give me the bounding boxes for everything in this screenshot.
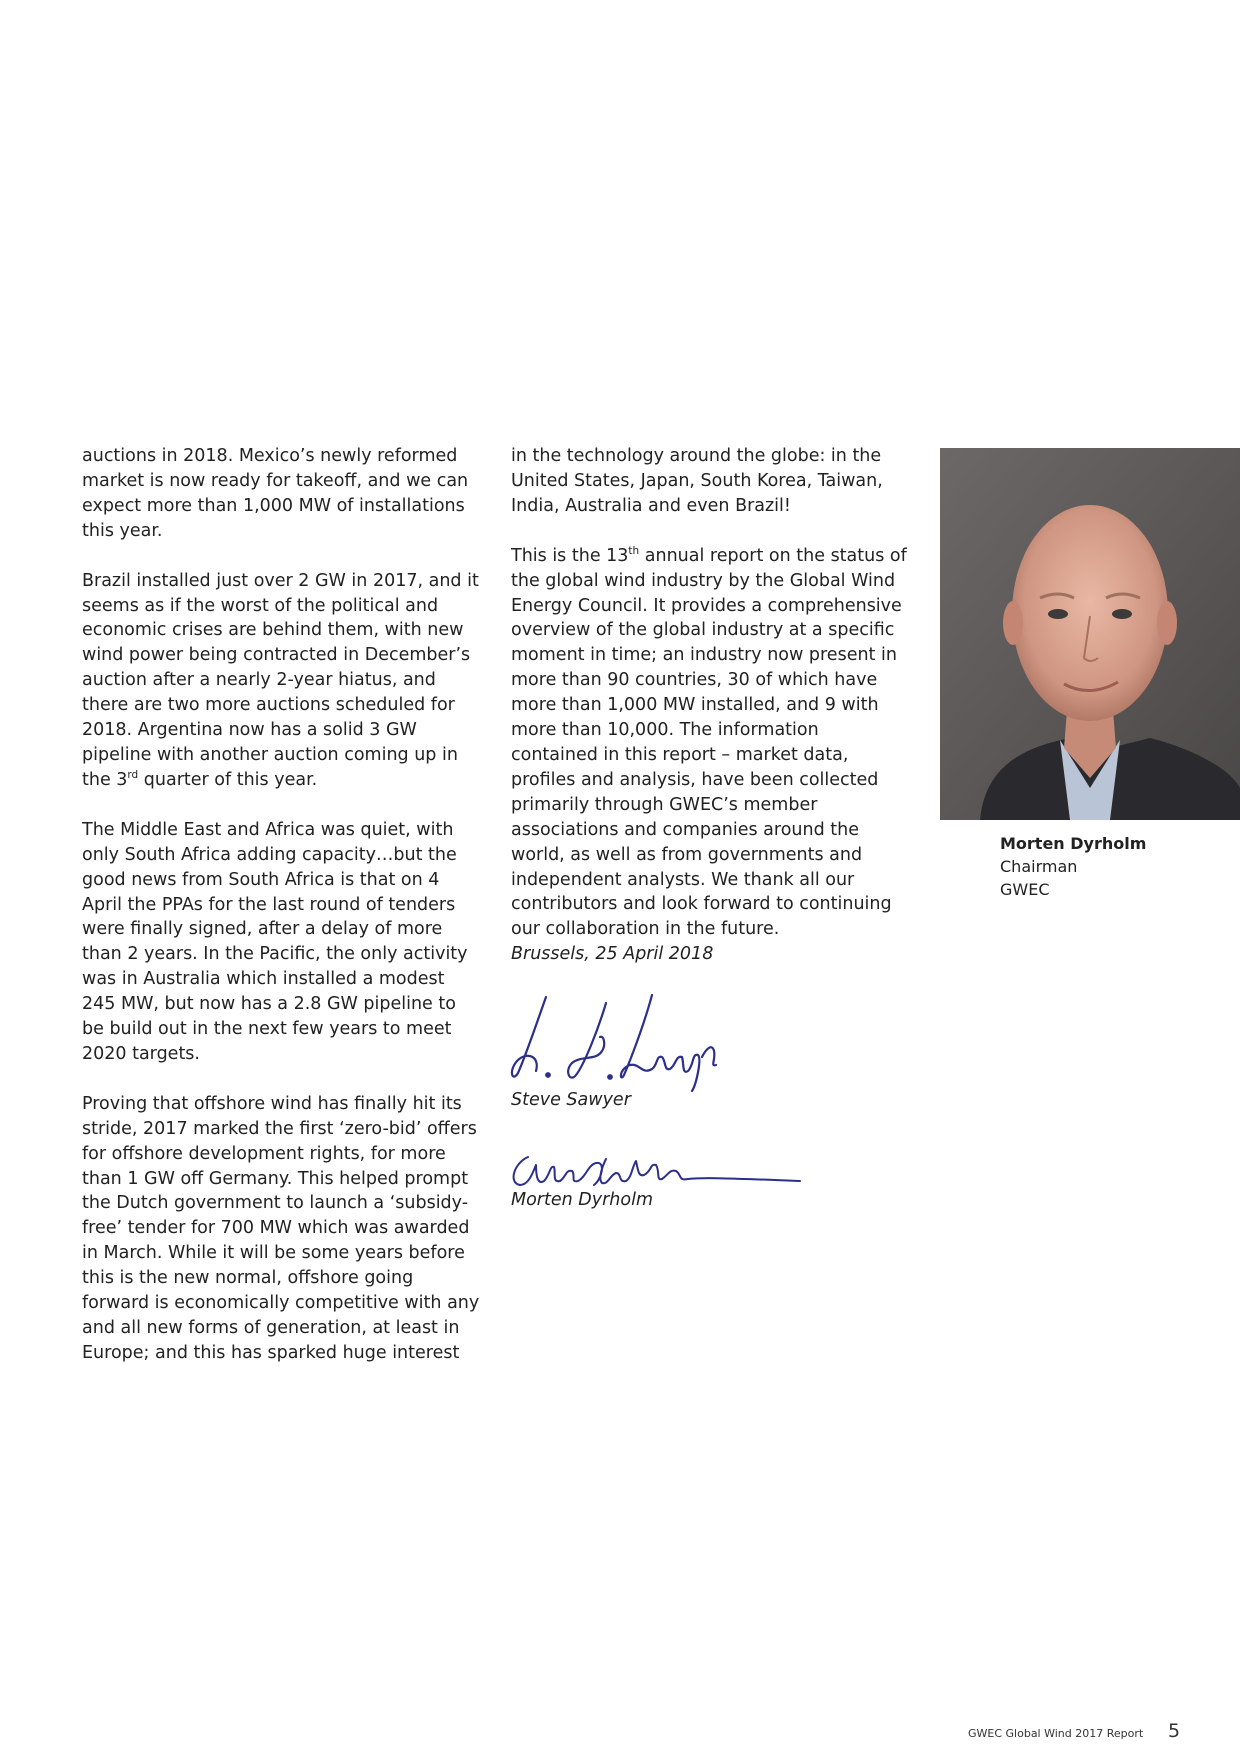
text-column-middle [511,444,911,967]
signature-morten-dyrholm [506,1135,806,1195]
caption-name: Morten Dyrholm [1000,834,1147,853]
caption-role: Chairman [1000,857,1078,876]
signatory-name-steve-sawyer: Steve Sawyer [511,1090,631,1110]
signature-steve-sawyer [506,985,736,1095]
paragraph-technology: in the technology around the globe: in the United States, Japan, South Korea, Taiwan, India, Australia and even Brazil! [511,446,883,516]
text-column-left [82,444,482,1391]
dateline: Brussels, 25 April 2018 [511,944,714,964]
paragraph-offshore: Proving that offshore wind has finally hit its stride, 2017 marked the first ‘zero-bid’ offers for offshore development rights, for more than 1 GW off Germany. This helped prompt the Dutch government to launch a ‘subsidy-free’ tender for 700 MW which was awarded in March. While it will be some years before this is the new normal, offshore going forward is economically competitive with any and all new forms of generation, at least in Europe; and this has sparked huge interest [82,1093,480,1363]
footer-report-title: GWEC Global Wind 2017 Report [968,1727,1144,1740]
page-number: 5 [1168,1720,1181,1742]
paragraph-brazil-argentina: Brazil installed just over 2 GW in 2017, and it seems as if the worst of the political and economic crises are behind them, with new wind power being contracted in December’s auction after a nearly 2-year hiatus, and there are two more auctions scheduled for 2018. Argentina now has a solid 3 GW pipeline with another auction coming up in the 3rd quarter of this year. [82,570,479,790]
signatory-name-morten-dyrholm: Morten Dyrholm [511,1190,654,1210]
portrait-photo [940,448,1240,820]
paragraph-report-intro: This is the 13th annual report on the status of the global wind industry by the Global Wind Energy Council. It provides a comprehensive overview of the global industry at a specific moment in time; an industry now present in more than 90 countries, 30 of which have more than 1,000 MW installed, and 9 with more than 10,000. The information contained in this report – market data, profiles and analysis, have been collected primarily through GWEC’s member associations and companies around the world, as well as from governments and independent analysts. We thank all our contributors and look forward to continuing our collaboration in the future. [511,544,907,940]
caption-organisation: GWEC [1000,880,1050,899]
paragraph-mexico: auctions in 2018. Mexico’s newly reformed market is now ready for takeoff, and we can expect more than 1,000 MW of installations this year. [82,446,469,541]
paragraph-middle-east-africa: The Middle East and Africa was quiet, with only South Africa adding capacity…but the good news from South Africa is that on 4 April the PPAs for the last round of tenders were finally signed, after a delay of more than 2 years. In the Pacific, the only activity was in Australia which installed a modest 245 MW, but now has a 2.8 GW pipeline to be build out in the next few years to meet 2020 targets. [82,819,468,1064]
portrait-caption [1000,832,1146,901]
